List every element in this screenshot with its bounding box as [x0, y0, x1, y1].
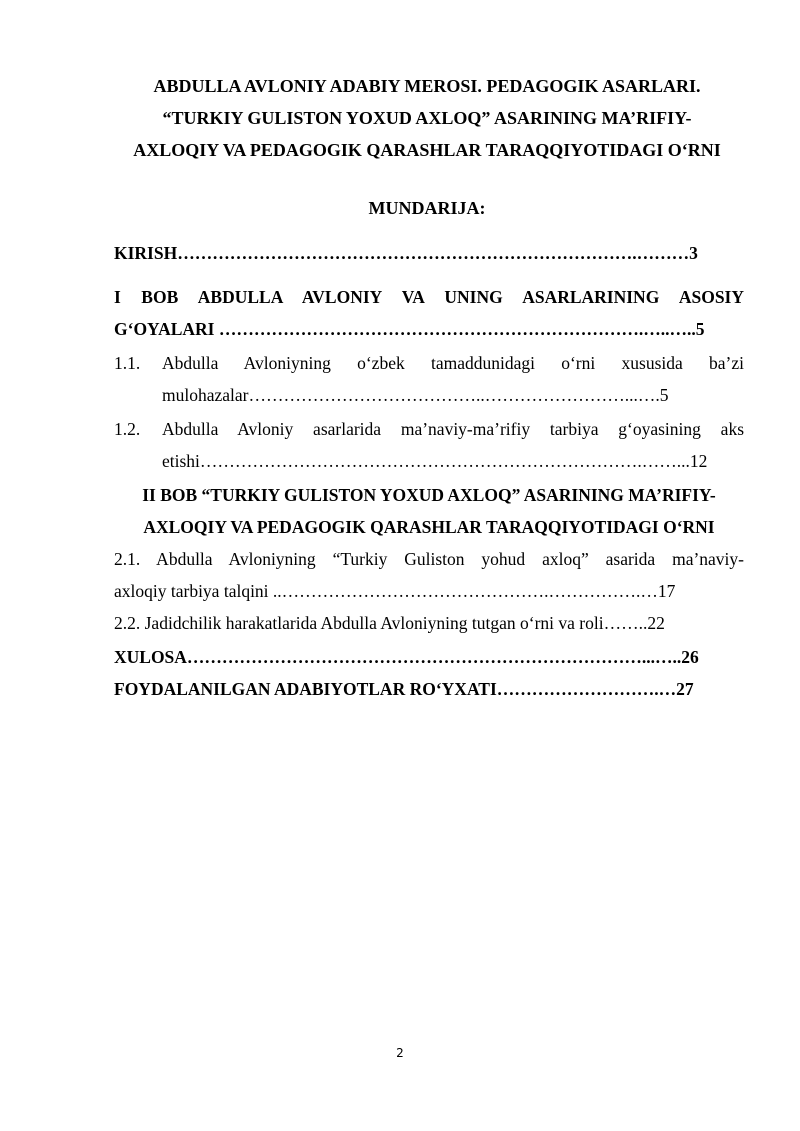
- contents-heading: MUNDARIJA:: [368, 198, 486, 218]
- section-title-line1: Abdulla Avloniy asarlarida ma’naviy-ma’rifiy tarbiya g‘oyasining aks: [162, 419, 744, 439]
- toc-xulosa[interactable]: XULOSA……………………………………………………………………...…..26: [114, 647, 699, 667]
- toc-section-1-2-cont[interactable]: [114, 446, 744, 476]
- toc-references[interactable]: FOYDALANILGAN ADABIYOTLAR RO‘YXATI……………………….…27: [114, 679, 694, 699]
- toc-section-2-2[interactable]: 2.2. Jadidchilik harakatlarida Abdulla Avloniyning tutgan o‘rni va roli……..22: [114, 613, 665, 633]
- title-line-1: ABDULLA AVLONIY ADABIY MEROSI. PEDAGOGIK ASARLARI.: [153, 76, 701, 96]
- toc-section-1-1-cont[interactable]: [114, 380, 744, 410]
- title-line-2: “TURKIY GULISTON YOXUD AXLOQ” ASARINING MA’RIFIY-: [162, 108, 692, 128]
- section-title-line2: etishi………………………………………………………………….……...12: [162, 451, 708, 471]
- toc-chapter1-line2[interactable]: G‘OYALARI ……………………………………………………………….…..…..5: [114, 319, 705, 339]
- toc-chapter2-line1[interactable]: II BOB “TURKIY GULISTON YOXUD AXLOQ” ASARINING MA’RIFIY-: [142, 485, 716, 505]
- toc-chapter1-line1[interactable]: I BOB ABDULLA AVLONIY VA UNING ASARLARINING ASOSIY: [114, 287, 744, 307]
- section-title-line1: Abdulla Avloniyning o‘zbek tamaddunidagi o‘rni xususida ba’zi: [162, 353, 744, 373]
- toc-section-2-1-line1[interactable]: 2.1. Abdulla Avloniyning “Turkiy Guliston yohud axloq” asarida ma’naviy-: [114, 549, 744, 569]
- toc-section-2-1-line2[interactable]: axloqiy tarbiya talqini ..……………………………………….…………….…17: [114, 581, 676, 601]
- toc-section-1-1[interactable]: [114, 348, 744, 378]
- document-title: [110, 70, 744, 166]
- toc-chapter2-line2[interactable]: AXLOQIY VA PEDAGOGIK QARASHLAR TARAQQIYOTIDAGI O‘RNI: [143, 517, 715, 537]
- section-title-line2: mulohazalar…………………………………..……………………...….5: [162, 385, 669, 405]
- page-number: 2: [396, 1046, 404, 1060]
- title-line-3: AXLOQIY VA PEDAGOGIK QARASHLAR TARAQQIYOTIDAGI O‘RNI: [133, 140, 721, 160]
- toc-kirish[interactable]: KIRISH…………………………………………………………………….………3: [114, 243, 698, 263]
- section-number: 1.1.: [114, 353, 141, 373]
- toc-section-1-2[interactable]: [114, 414, 744, 444]
- section-number: 1.2.: [114, 419, 141, 439]
